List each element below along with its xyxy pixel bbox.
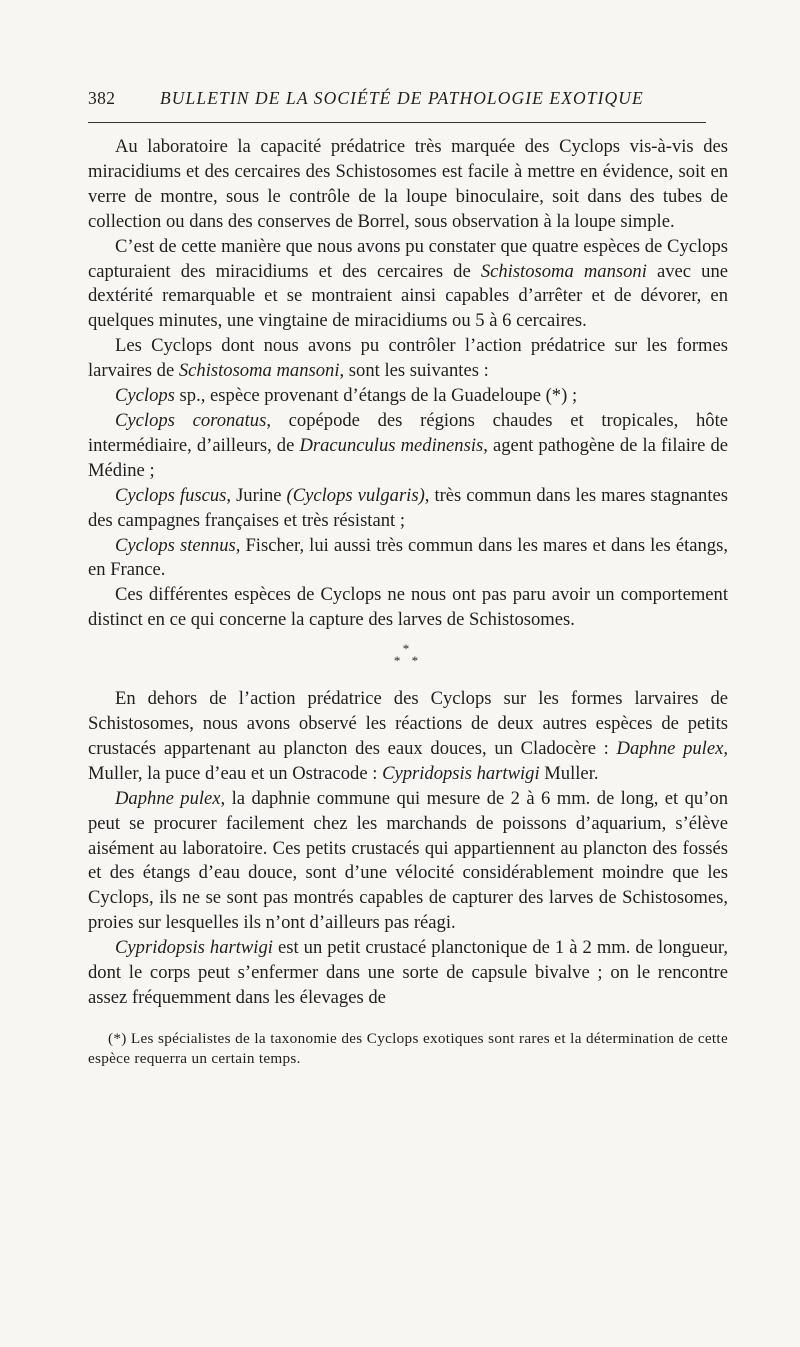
paragraph <box>88 235 728 335</box>
text-run: C’est de cette manière que nous avons pu constater que quatre espèces de Cyclops capturaient des miracidiums et des cercaires de <box>88 235 728 282</box>
text-run: Les Cyclops dont nous avons pu contrôler l’action prédatrice sur les formes larvaires de <box>88 335 728 382</box>
text-run: , agent pathogène de la filaire de Médine ; <box>88 434 728 481</box>
text-run: Muller, la puce d’eau et un Ostracode : <box>88 762 383 784</box>
section-separator <box>88 643 728 667</box>
species-name: Cyclops coronatus <box>115 409 267 431</box>
page-number: 382 <box>88 88 116 108</box>
species-name: Cypridopsis hartwigi <box>115 937 273 959</box>
text-run: , Fischer, lui aussi très commun dans les mares et dans les étangs, en France. <box>88 534 728 581</box>
asterisk-top: * <box>402 641 414 657</box>
text-run: , Jurine <box>226 484 287 506</box>
species-list-item <box>88 384 728 409</box>
species-name: Schistosoma mansoni <box>178 360 340 382</box>
paragraph <box>88 787 728 936</box>
text-run: est un petit crustacé planctonique de 1 à 2 mm. de longueur, dont le corps peut s’enfermer dans une sorte de capsule bivalve ; on le rencontre assez fréquemment dans les élevages de <box>88 937 728 1008</box>
page <box>88 88 728 1069</box>
paragraph: Au laboratoire la capacité prédatrice très marquée des Cyclops vis-à-vis des miracidiums et des cercaires des Schistosomes est facile à mettre en évidence, soit en verre de montre, sous le contrôle de la loupe binoculaire, soit dans des tubes de collection ou dans des conserves de Borrel, sous observation à la loupe simple. <box>88 136 728 232</box>
text-run: Muller. <box>539 762 599 784</box>
species-name: Schistosoma mansoni <box>480 260 647 282</box>
species-name: Cypridopsis hartwigi <box>382 762 540 784</box>
running-title: BULLETIN DE LA SOCIÉTÉ DE PATHOLOGIE EXOTIQUE <box>160 88 644 108</box>
asterisk-bottom: * * <box>393 653 423 669</box>
species-synonym: (Cyclops vulgaris) <box>286 484 425 506</box>
text-run: En dehors de l’action prédatrice des Cyclops sur les formes larvaires de Schistosomes, nous avons observé les réactions de deux autres espèces de petits crustacés appartenant au plancton des eaux douces, un Cladocère : <box>88 688 728 759</box>
paragraph <box>88 936 728 1011</box>
species-name: Cyclops fuscus <box>115 484 227 506</box>
text-run: la daphnie commune qui mesure de 2 à 6 mm. de long, et qu’on peut se procurer facilement chez les marchands de poissons d’aquarium, s’élève aisément au laboratoire. Ces petits crustacés qui appartiennent au plancton des fossés et des étangs d’eau douce, sont d’une vélocité considérablement moindre que les Cyclops, ils ne se sont pas montrés capables de capturer des larves de Schistosomes, proies sur lesquelles ils n’ont d’ailleurs pas réagi. <box>88 787 729 934</box>
article-body <box>88 135 728 1011</box>
species-list-item <box>88 409 728 484</box>
footnote: (*) Les spécialistes de la taxonomie des Cyclops exotiques sont rares et la détermination de cette espèce requerra un certain temps. <box>88 1029 728 1067</box>
header-rule <box>88 122 706 123</box>
running-header <box>88 88 728 109</box>
text-run: sp., espèce provenant d’étangs de la Guadeloupe (*) ; <box>174 385 578 407</box>
text-run: , sont les suivantes : <box>339 360 489 382</box>
species-name: Dracunculus medinensis <box>299 434 484 456</box>
species-list-item <box>88 484 728 534</box>
paragraph <box>88 334 728 384</box>
species-list-item <box>88 534 728 584</box>
paragraph: Ces différentes espèces de Cyclops ne nous ont pas paru avoir un comportement distinct en ce qui concerne la capture des larves de Schistosomes. <box>88 584 728 631</box>
species-name: Daphne pulex, <box>115 787 226 809</box>
species-name: Daphne pulex, <box>616 737 728 759</box>
text-run: , très commun dans les mares stagnantes des campagnes françaises et très résistant ; <box>88 484 728 531</box>
paragraph <box>88 687 728 787</box>
species-name: Cyclops stennus <box>115 534 236 556</box>
text-run: , copépode des régions chaudes et tropicales, hôte intermédiaire, d’ailleurs, de <box>88 409 728 456</box>
text-run: avec une dextérité remarquable et se montraient ainsi capables d’arrêter et de dévorer, en quelques minutes, une vingtaine de miracidiums ou 5 à 6 cercaires. <box>88 260 729 332</box>
species-name: Cyclops <box>115 385 175 407</box>
